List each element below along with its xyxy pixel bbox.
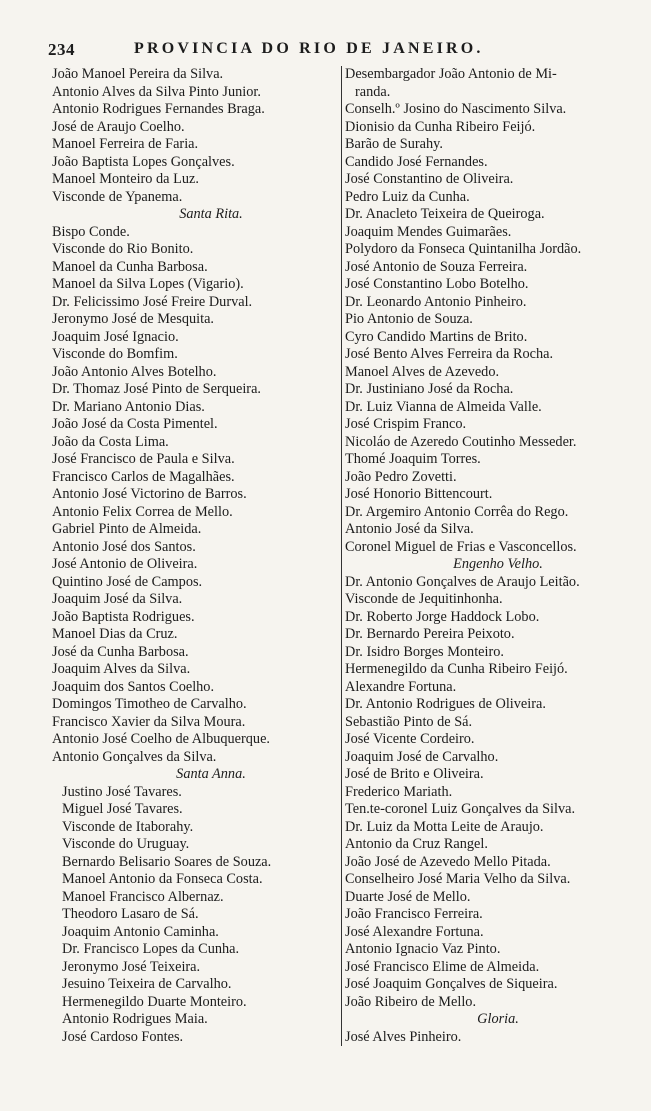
list-item: Manoel Ferreira de Faria. (52, 136, 199, 152)
list-item: João José de Azevedo Mello Pitada. (345, 853, 551, 870)
list-item: Domingos Timotheo de Carvalho. (52, 696, 247, 712)
list-item: Manoel da Silva Lopes (Vigario). (52, 276, 244, 292)
list-item: Bispo Conde. (52, 223, 130, 240)
list-item: Antonio José da Silva. (345, 521, 474, 537)
list-item: Quintino José de Campos. (52, 573, 203, 590)
list-item: Manoel Alves de Azevedo. (345, 363, 500, 380)
list-item: Antonio da Cruz Rangel. (345, 836, 488, 852)
list-item: Dr. Justiniano José da Rocha. (345, 381, 514, 397)
list-item: Manoel Antonio da Fonseca Costa. (62, 871, 263, 887)
list-item: Visconde de Itaborahy. (62, 818, 194, 835)
list-item: Antonio Felix Correa de Mello. (52, 503, 233, 520)
list-item: José Honorio Bittencourt. (345, 486, 493, 502)
list-item: Antonio José dos Santos. (52, 538, 196, 555)
list-item: Antonio Rodrigues Maia. (62, 1011, 208, 1027)
list-item: Joaquim Alves da Silva. (52, 661, 191, 677)
list-item: Dr. Anacleto Teixeira de Queiroga. (345, 206, 545, 222)
list-item: José da Cunha Barbosa. (52, 643, 189, 660)
list-item: José Francisco Elime de Almeida. (345, 958, 540, 975)
list-item: Thomé Joaquim Torres. (345, 451, 481, 467)
list-item: Manoel Francisco Albernaz. (62, 888, 224, 905)
left-column (52, 66, 330, 1046)
list-item: Dr. Isidro Borges Monteiro. (345, 643, 504, 660)
list-item: Visconde de Jequitinhonha. (345, 591, 503, 607)
list-item: Gabriel Pinto de Almeida. (52, 521, 202, 537)
list-item: Manoel Monteiro da Luz. (52, 171, 199, 187)
list-item: João Antonio Alves Botelho. (52, 363, 217, 380)
list-item: Barão de Surahy. (345, 136, 443, 152)
list-item: Ten.te-coronel Luiz Gonçalves da Silva. (345, 801, 576, 817)
list-item: José Constantino Lobo Botelho. (345, 276, 529, 292)
list-item: Dr. Mariano Antonio Dias. (52, 398, 205, 415)
list-item: João Pedro Zovetti. (345, 468, 457, 485)
list-item: José Crispim Franco. (345, 416, 467, 432)
list-item: Theodoro Lasaro de Sá. (62, 906, 199, 922)
list-item: Manoel da Cunha Barbosa. (52, 258, 208, 275)
list-item: João Baptista Rodrigues. (52, 608, 195, 625)
list-item: Dr. Luiz Vianna de Almeida Valle. (345, 398, 542, 415)
list-item: José Antonio de Souza Ferreira. (345, 258, 528, 275)
list-item: José Francisco de Paula e Silva. (52, 451, 235, 467)
list-item: Joaquim José da Silva. (52, 591, 183, 607)
list-item: Jesuino Teixeira de Carvalho. (62, 976, 232, 992)
page-number: 234 (48, 40, 75, 59)
list-item: Joaquim José de Carvalho. (345, 748, 499, 765)
section-heading: Santa Rita. (179, 206, 243, 222)
list-item: Justino José Tavares. (62, 783, 182, 800)
list-item: Francisco Xavier da Silva Moura. (52, 713, 246, 730)
list-item: Dionisio da Cunha Ribeiro Feijó. (345, 118, 536, 135)
list-item: Jeronymo José de Mesquita. (52, 311, 215, 327)
list-item: José de Brito e Oliveira. (345, 766, 484, 782)
list-item: Dr. Roberto Jorge Haddock Lobo. (345, 608, 540, 625)
list-item: Pedro Luiz da Cunha. (345, 188, 470, 205)
list-item: randa. (355, 83, 391, 100)
list-item: José Constantino de Oliveira. (345, 171, 514, 187)
list-item: José de Araujo Coelho. (52, 118, 185, 135)
list-item: Miguel José Tavares. (62, 801, 183, 817)
list-item: Manoel Dias da Cruz. (52, 626, 178, 642)
running-head: PROVINCIA DO RIO DE JANEIRO. (134, 40, 484, 57)
list-item: Antonio Alves da Silva Pinto Junior. (52, 83, 261, 100)
list-item: Conselheiro José Maria Velho da Silva. (345, 871, 571, 887)
list-item: João José da Costa Pimentel. (52, 416, 218, 432)
list-item: Frederico Mariath. (345, 783, 453, 800)
list-item: Pio Antonio de Souza. (345, 311, 473, 327)
list-item: Antonio Ignacio Vaz Pinto. (345, 941, 501, 957)
list-item: José Alexandre Fortuna. (345, 923, 484, 940)
list-item: Dr. Antonio Rodrigues de Oliveira. (345, 696, 546, 712)
list-item: Polydoro da Fonseca Quintanilha Jordão. (345, 241, 582, 257)
list-item: Desembargador João Antonio de Mi- (345, 66, 557, 82)
list-item: João da Costa Lima. (52, 433, 169, 450)
list-item: José Cardoso Fontes. (62, 1028, 184, 1045)
list-item: Dr. Bernardo Pereira Peixoto. (345, 626, 515, 642)
list-item: Cyro Candido Martins de Brito. (345, 328, 528, 345)
list-item: Jeronymo José Teixeira. (62, 958, 201, 975)
section-heading: Santa Anna. (176, 766, 246, 782)
list-item: Candido José Fernandes. (345, 153, 488, 170)
list-item: Hermenegildo Duarte Monteiro. (62, 993, 247, 1010)
list-item: Dr. Antonio Gonçalves de Araujo Leitão. (345, 573, 580, 590)
list-item: José Antonio de Oliveira. (52, 556, 198, 572)
list-item: Visconde do Uruguay. (62, 836, 190, 852)
list-item: Joaquim José Ignacio. (52, 328, 179, 345)
list-item: Dr. Luiz da Motta Leite de Araujo. (345, 818, 544, 835)
list-item: Joaquim dos Santos Coelho. (52, 678, 215, 695)
list-item: Nicoláo de Azeredo Coutinho Messeder. (345, 433, 577, 450)
list-item: Antonio José Victorino de Barros. (52, 486, 247, 502)
list-item: João Baptista Lopes Gonçalves. (52, 153, 235, 170)
list-item: Dr. Felicissimo José Freire Durval. (52, 293, 253, 310)
right-column (341, 66, 635, 1046)
list-item: Visconde do Bomfim. (52, 346, 178, 362)
list-item: João Ribeiro de Mello. (345, 993, 477, 1010)
list-item: Sebastião Pinto de Sá. (345, 713, 473, 730)
list-item: José Bento Alves Ferreira da Rocha. (345, 346, 554, 362)
list-item: José Joaquim Gonçalves de Siqueira. (345, 976, 558, 992)
list-item: Antonio Gonçalves da Silva. (52, 748, 217, 765)
list-item: Dr. Leonardo Antonio Pinheiro. (345, 293, 527, 310)
list-item: Alexandre Fortuna. (345, 678, 457, 695)
list-item: Visconde do Rio Bonito. (52, 241, 194, 257)
list-item: Bernardo Belisario Soares de Souza. (62, 853, 272, 870)
list-item: Joaquim Mendes Guimarães. (345, 223, 512, 240)
list-item: Conselh.º Josino do Nascimento Silva. (345, 101, 567, 117)
page-header (48, 40, 618, 62)
list-item: Dr. Francisco Lopes da Cunha. (62, 941, 240, 957)
section-heading: Engenho Velho. (453, 556, 543, 572)
list-item: Antonio Rodrigues Fernandes Braga. (52, 101, 265, 117)
section-heading: Gloria. (477, 1011, 519, 1027)
list-item: Coronel Miguel de Frias e Vasconcellos. (345, 538, 577, 555)
list-item: Dr. Argemiro Antonio Corrêa do Rego. (345, 503, 569, 520)
list-item: João Manoel Pereira da Silva. (52, 66, 224, 82)
list-item: Visconde de Ypanema. (52, 188, 183, 205)
list-item: Antonio José Coelho de Albuquerque. (52, 731, 270, 747)
list-item: Hermenegildo da Cunha Ribeiro Feijó. (345, 661, 568, 677)
list-item: Joaquim Antonio Caminha. (62, 923, 219, 940)
list-item: José Alves Pinheiro. (345, 1028, 462, 1045)
list-item: José Vicente Cordeiro. (345, 731, 475, 747)
list-item: Dr. Thomaz José Pinto de Serqueira. (52, 381, 261, 397)
list-item: Francisco Carlos de Magalhães. (52, 468, 235, 485)
list-item: Duarte José de Mello. (345, 888, 471, 905)
list-item: João Francisco Ferreira. (345, 906, 483, 922)
